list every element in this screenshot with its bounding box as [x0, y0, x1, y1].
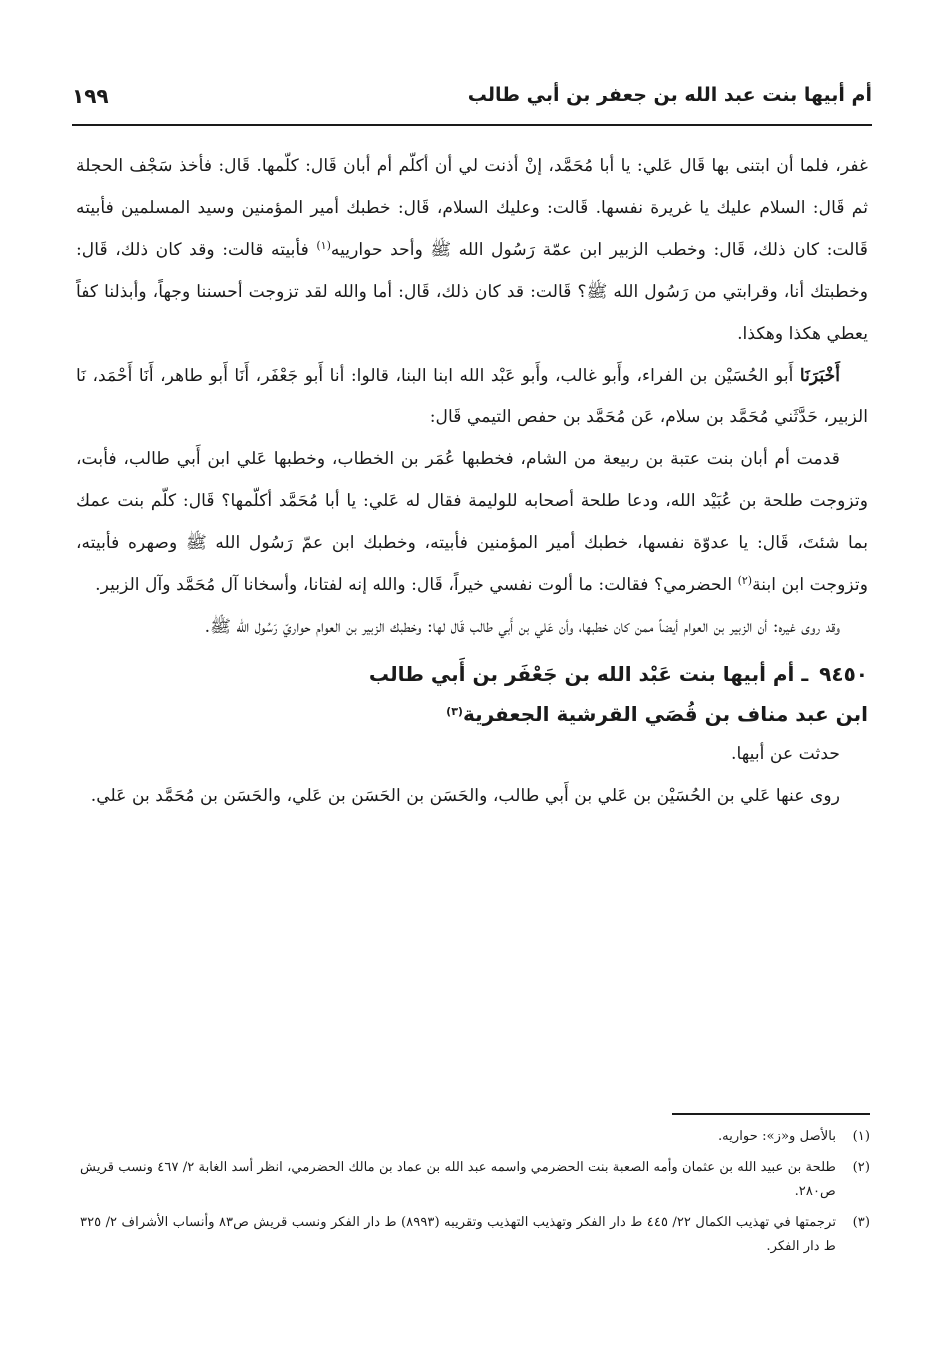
entry-number: ٩٤٥٠	[819, 661, 868, 686]
footnote-number: (١)	[852, 1129, 870, 1144]
footnote-number: (٣)	[852, 1214, 870, 1230]
entry-heading	[76, 654, 868, 734]
paragraph-text: قدمت أم أبان بنت عتبة بن ربيعة من الشام، فخطبها عُمَر بن الخطاب، وخطبها عَلي ابن أَبي طالب، فأبت، وتزوجت طلحة بن عُبَيْد الله، ودعا طلحة أصحابه للوليمة فقال له عَلي: يا أبا مُحَمَّد أكلّمها؟ قَال: كلّم بنت عمك بما شئتَ، قَال: يا عدوّة نفسها، خطبك أمير المؤمنين فأبيته، وخطبك ابن عمّ رَسُول الله ﷺ وصهره فأبيته، وتزوجت ابن ابنة	[76, 449, 868, 596]
footnote-text: ترجمتها في تهذيب الكمال ٢٢/ ٤٤٥ ط دار الفكر وتهذيب التهذيب وتقريبه (٨٩٩٣) ط دار الفكر ونسب قريش ص٨٣ وأنساب الأشراف ٢/ ٣٢٥ ط دار الفكر.	[80, 1214, 836, 1254]
entry-heading-line-1	[76, 654, 868, 694]
footnote-marker-2: (٢)	[737, 574, 753, 588]
entry-title: ـ أم أبيها بنت عَبْد الله بن جَعْفَر بن أَبي طالب	[368, 661, 816, 686]
paragraph-text: روى عنها عَلي بن الحُسَيْن بن عَلي بن أَبي طالب، والحَسَن بن الحَسَن بن عَلي، والحَسَن بن مُحَمَّد بن عَلي.	[90, 785, 840, 806]
paragraph-text: حدثت عن أبيها.	[731, 743, 840, 764]
footnote-marker-3: (٣)	[446, 704, 463, 718]
paragraph-text: أَبو الحُسَيْن بن الفراء، وأَبو غالب، وأَبو عَبْد الله ابنا البنا، قالوا: أنا أَبو جَعْفَر، أَنَا أَبو طاهر، أَنَا أَحْمَد، نَا الزبير، حَدَّثَني مُحَمَّد بن سلام، عَن مُحَمَّد بن حفص التيمي قَال:	[76, 365, 868, 428]
header-rule	[72, 124, 872, 126]
running-title: أم أبيها بنت عبد الله بن جعفر بن أبي طالب	[467, 84, 872, 106]
isnad-lead: أَخْبَرَنَا	[799, 365, 840, 386]
paragraph-3	[76, 439, 868, 607]
paragraph-6	[76, 776, 868, 818]
footnote	[80, 1125, 870, 1150]
footnote-text: طلحة بن عبيد الله بن عثمان وأمه الصعبة بنت الحضرمي واسمه عبد الله بن عماد بن مالك الحضرمي، انظر أسد الغابة ٢/ ٤٦٧ ونسب قريش ص٢٨٠.	[80, 1159, 836, 1199]
footnote	[80, 1211, 870, 1260]
footnotes	[80, 1125, 870, 1266]
paragraph-2	[76, 356, 868, 440]
paragraph-4	[76, 607, 868, 649]
paragraph-text: الحضرمي؟ فقالت: ما ألوت نفسي خيراً، قَال: والله إنه لفتانا، وأسخانا آل مُحَمَّد وآل الزبير.	[95, 575, 738, 596]
page-header	[72, 84, 872, 114]
entry-heading-line-2	[76, 694, 868, 734]
main-text	[76, 146, 868, 818]
entry-lineage: ابن عبد مناف بن قُصَي القرشية الجعفرية	[462, 701, 868, 726]
footnote-number: (٢)	[852, 1159, 870, 1175]
paragraph-text: وقد روى غيره: أن الزبير بن العوام أيضاً ممن كان خطبها، وأن عَلي بن أَبي طالب قَال لها: وخطبك الزبير بن العوام حواريّ رَسُول الله ﷺ.	[204, 616, 840, 637]
footnote-text: بالأصل و«ز»: حواريه.	[717, 1129, 836, 1144]
footnote-marker-1: (١)	[316, 238, 331, 252]
footnote	[80, 1156, 870, 1205]
paragraph-5	[76, 734, 868, 776]
paragraph-1	[76, 146, 868, 356]
paragraph-text: غفر، فلما أن ابتنى بها قَال عَلي: يا أبا مُحَمَّد، إنْ أذنت لي أن أكلّم أم أبان قَال: كلّمها. قَال: فأخذ سَجْف الحجلة ثم قَال: السلام عليك يا غريرة نفسها. قَالت: وعليك السلام، قَال: خطبك أمير المؤمنين وسيد المسلمين فأبيته قَالت: كان ذلك، قَال: وخطب الزبير ابن عمّة رَسُول الله ﷺ وأحد حوارييه	[76, 156, 868, 260]
footnote-rule	[672, 1113, 870, 1115]
page-number: ١٩٩	[72, 84, 109, 108]
paragraph-text: فأبيته قالت: وقد كان ذلك، قَال: وخطبتك أنا، وقرابتي من رَسُول الله ﷺ؟ قَالت: قد كان ذلك، قَال: أما والله لقد تزوجت أحسننا وجهاً، وأبذلنا كفاً يعطي هكذا وهكذا.	[76, 239, 868, 344]
